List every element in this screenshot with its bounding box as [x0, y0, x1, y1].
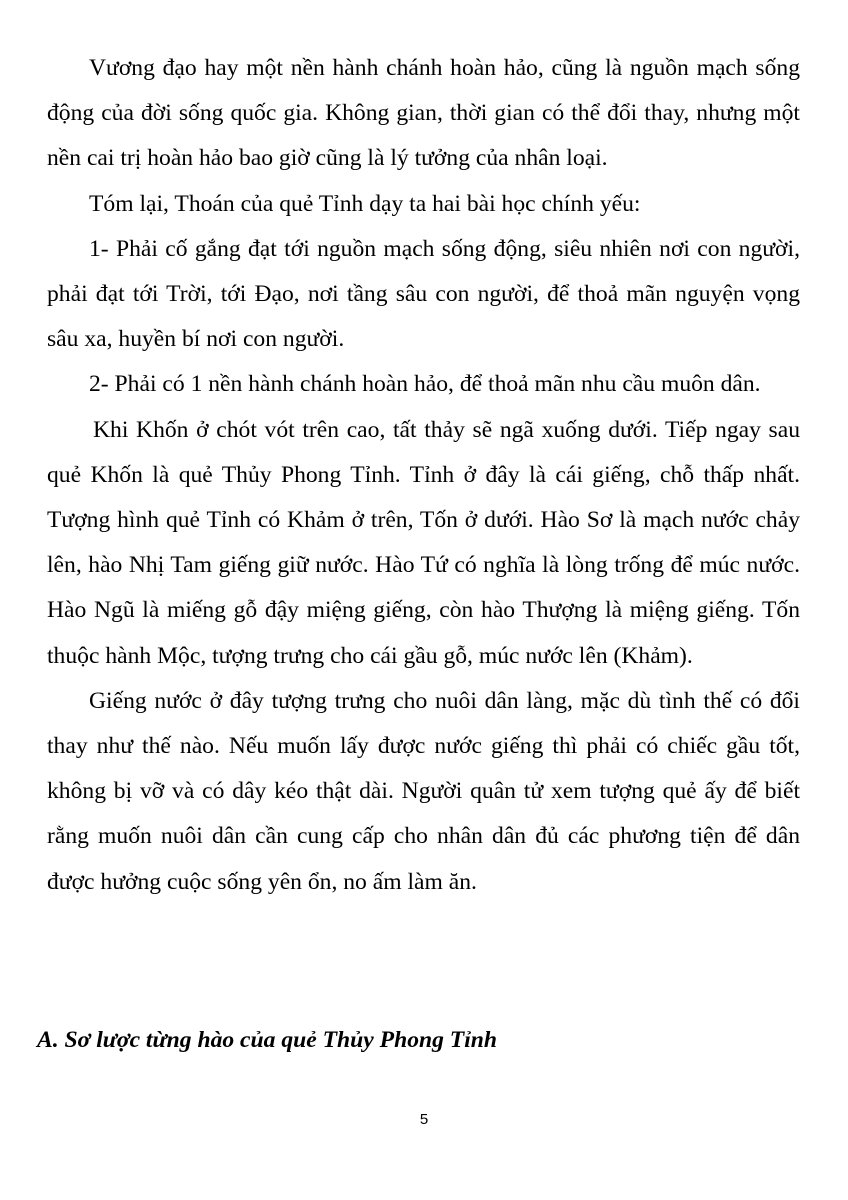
page-number: 5	[419, 1111, 429, 1128]
paragraph-lesson-2: 2- Phải có 1 nền hành chánh hoàn hảo, để thoả mãn nhu cầu muôn dân.	[89, 371, 761, 398]
paragraph-khi-khon: Khi Khốn ở chót vót trên cao, tất thảy sẽ ngã xuống dưới. Tiếp ngay sau quẻ Khốn là quẻ Thủy Phong Tỉnh. Tỉnh ở đây là cái giếng, chỗ thấp nhất. Tượng hình quẻ Tỉnh có Khảm ở trên, Tốn ở dưới. Hào Sơ là mạch nước chảy lên, hào Nhị Tam giếng giữ nước. Hào Tứ có nghĩa là lòng trống để múc nước. Hào Ngũ là miếng gỗ đậy miệng giếng, còn hào Thượng là miệng giếng. Tốn thuộc hành Mộc, tượng trưng cho cái gầu gỗ, múc nước lên (Khảm).	[47, 416, 800, 669]
paragraph-lesson-1: 1- Phải cố gắng đạt tới nguồn mạch sống động, siêu nhiên nơi con người, phải đạt tới Trời, tới Đạo, nơi tầng sâu con người, để thoả mãn nguyện vọng sâu xa, huyền bí nơi con người.	[47, 235, 800, 353]
paragraph-tom-lai: Tóm lại, Thoán của quẻ Tỉnh dạy ta hai bài học chính yếu:	[89, 190, 641, 217]
paragraph-gieng-nuoc: Giếng nước ở đây tượng trưng cho nuôi dân làng, mặc dù tình thế có đổi thay như thế nào. Nếu muốn lấy được nước giếng thì phải có chiếc gầu tốt, không bị vỡ và có dây kéo thật dài. Người quân tử xem tượng quẻ ấy để biết rằng muốn nuôi dân cần cung cấp cho nhân dân đủ các phương tiện để dân được hưởng cuộc sống yên ổn, no ấm làm ăn.	[47, 687, 800, 895]
paragraph-vuong-dao: Vương đạo hay một nền hành chánh hoàn hảo, cũng là nguồn mạch sống động của đời sống quốc gia. Không gian, thời gian có thể đổi thay, nhưng một nền cai trị hoàn hảo bao giờ cũng là lý tưởng của nhân loại.	[47, 55, 800, 172]
document-body	[47, 46, 800, 905]
section-heading: A. Sơ lược từng hào của quẻ Thủy Phong Tỉnh	[37, 1027, 498, 1053]
